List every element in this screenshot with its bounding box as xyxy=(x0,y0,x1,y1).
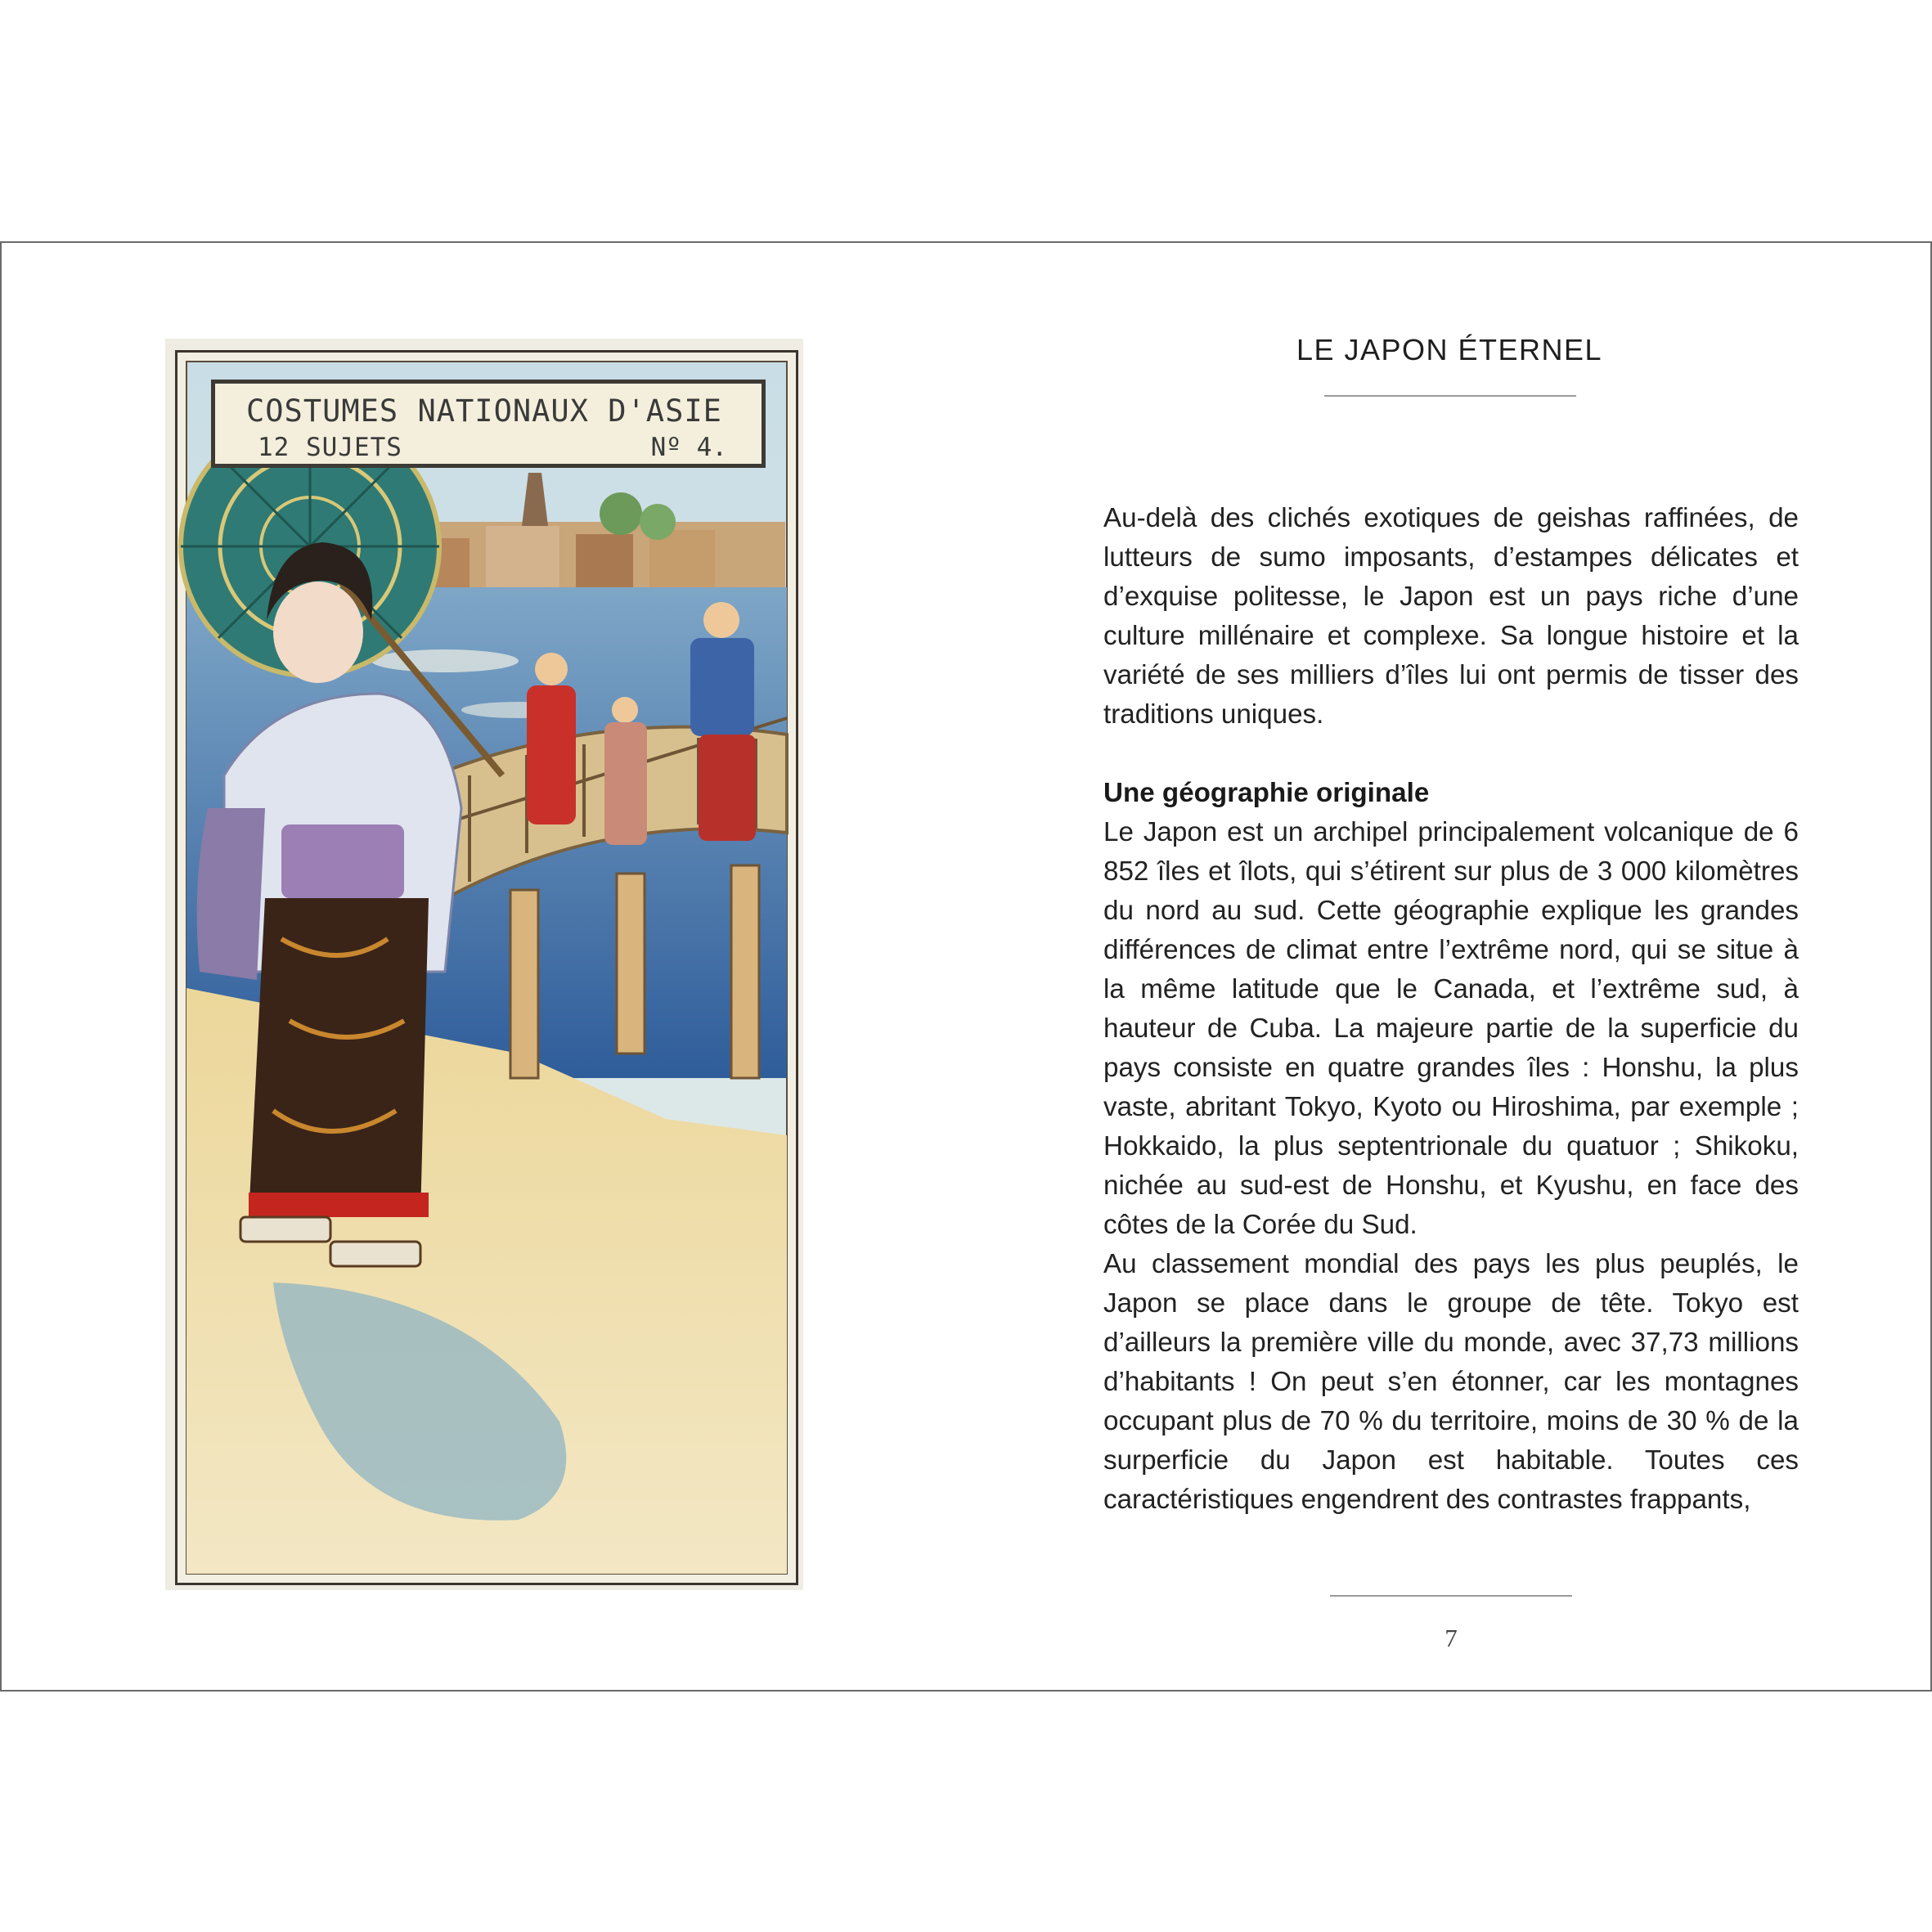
header-rule xyxy=(1324,395,1576,397)
geography-paragraph: Le Japon est un archipel principalement volcanique de 6 852 îles et îlots, qui s’étirent sur plus de 3 000 kilomètres du nord au sud. Cette géographie explique les grandes différences de climat entre l’extrême nord, qui se situe à la même latitude que le Canada, et l’extrême sud, à hauteur de Cuba. La majeure partie de la superficie du pays consiste en quatre grandes îles : Honshu, la plus vaste, abritant Tokyo, Kyoto ou Hiroshima, par exemple ; Hokkaido, la plus septentrionale du quatuor ; Shikoku, nichée au sud-est de Honshu, et Kyushu, en face des côtes de la Corée du Sud. xyxy=(1103,817,1799,1240)
body-text xyxy=(1103,499,1799,1520)
book-spread xyxy=(0,241,1932,1692)
section-heading: Une géographie originale xyxy=(1103,778,1430,808)
footer-rule xyxy=(1330,1595,1572,1597)
population-paragraph: Au classement mondial des pays les plus peuplés, le Japon se place dans le groupe de tête. Tokyo est d’ailleurs la première ville du monde, avec 37,73 millions d’habitants ! On peut s’en étonner, car les montagnes occupant plus de 70 % du territoire, moins de 30 % de la surperficie du Japon est habitable. Toutes ces caractéristiques engendrent des contrastes frappants, xyxy=(1103,1249,1799,1515)
trading-card-illustration xyxy=(165,339,803,1590)
paragraph-spacer xyxy=(1103,735,1799,774)
intro-paragraph: Au-delà des clichés exotiques de geishas raffinées, de lutteurs de sumo imposants, d’estampes délicates et d’exquise politesse, le Japon est un pays riche d’une culture millénaire et complexe. Sa longue histoire et la variété de ses milliers d’îles lui ont permis de tisser des traditions uniques. xyxy=(1103,503,1799,730)
card-caption-title: COSTUMES NATIONAUX D'ASIE xyxy=(246,393,722,429)
card-caption-series: 12 SUJETS xyxy=(258,433,402,462)
card-caption-number: Nº 4. xyxy=(650,433,727,462)
page-number: 7 xyxy=(1445,1624,1458,1652)
geisha-on-bridge-illustration xyxy=(175,350,798,1585)
running-head: LE JAPON ÉTERNEL xyxy=(1296,333,1603,366)
card-caption-plate xyxy=(211,380,766,468)
